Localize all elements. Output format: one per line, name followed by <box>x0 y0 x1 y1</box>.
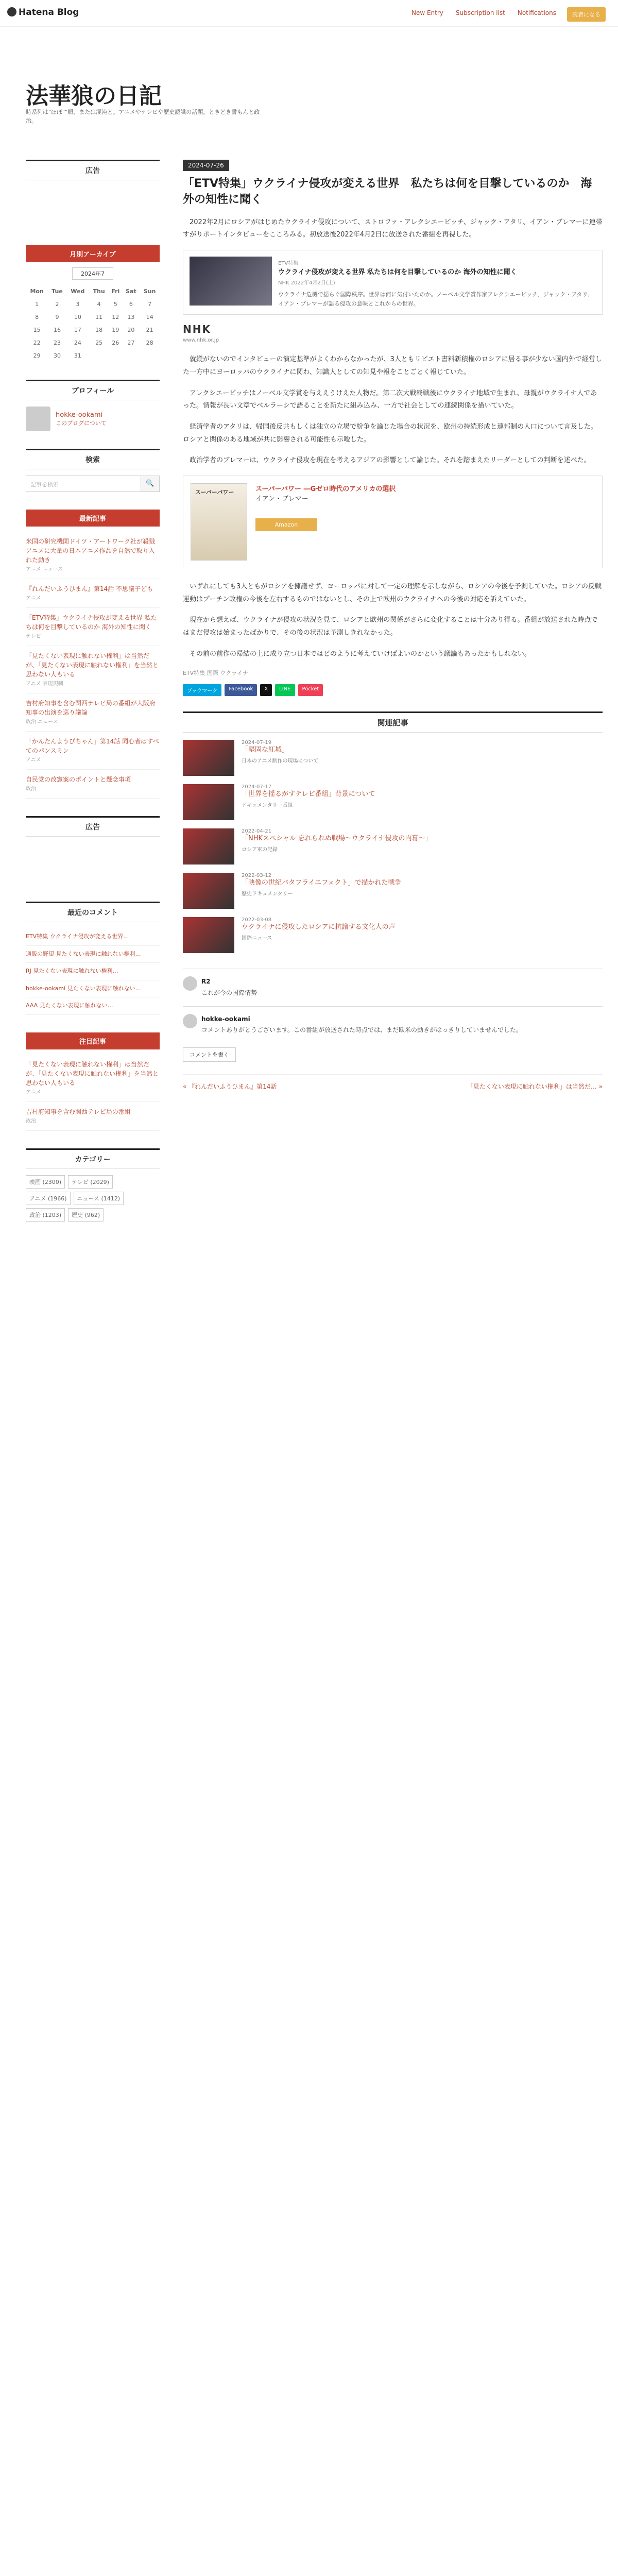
related-item[interactable] <box>183 740 603 776</box>
featured-list <box>26 1055 160 1131</box>
calendar-day[interactable]: 6 <box>129 301 133 308</box>
entry-p2: アレクシエービッチはノーベル文学賞を与ええうけえた人物だ。第二次大戦終戦後にウクライナ地域で生まれ、母親がウクライナ人であった。情報が長い文章でベルラーシで語ることを新たに組み込み、一方で社会としての連続関係を描いていた。 <box>183 389 597 410</box>
calendar-day[interactable]: 26 <box>112 340 119 346</box>
embed-url[interactable]: www.nhk.or.jp <box>183 337 219 344</box>
recent-entry-link[interactable]: 「見たくない表現に触れない権利」は当然だが、「見たくない表現に触れない権利」を当然と思わない人もいる <box>26 652 159 678</box>
calendar-day[interactable]: 27 <box>127 340 135 346</box>
archive-heading: 月別アーカイブ <box>26 245 160 262</box>
write-comment-button[interactable]: コメントを書く <box>183 1047 236 1062</box>
comments <box>183 969 603 1043</box>
related-item[interactable] <box>183 828 603 865</box>
related-thumbnail[interactable] <box>183 740 234 776</box>
calendar-day[interactable]: 13 <box>127 314 135 320</box>
calendar-weekday: Sat <box>126 288 136 295</box>
embed-title[interactable]: ウクライナ侵攻が変える世界 私たちは何を目撃しているのか 海外の知性に聞く <box>278 268 517 276</box>
list-item <box>26 1055 160 1102</box>
blog-title[interactable]: 法華狼の日記 <box>26 83 162 109</box>
related-title[interactable]: 「世界を揺るがすテレビ番組」背景について <box>242 790 375 799</box>
amazon-button[interactable]: Amazon <box>255 518 317 531</box>
calendar-weekday: Wed <box>71 288 85 295</box>
calendar-weekday: Mon <box>30 288 44 295</box>
calendar-day[interactable]: 12 <box>112 314 119 320</box>
search-input[interactable]: 記事を検索 <box>30 481 59 488</box>
search-box <box>26 476 160 492</box>
calendar-day[interactable]: 17 <box>74 327 81 333</box>
line-button[interactable]: LINE <box>275 684 295 696</box>
recent-entry-category[interactable]: アニメ ニュース <box>26 567 63 572</box>
hatena-logo[interactable]: Hatena Blog <box>7 7 79 18</box>
related-excerpt: ドキュメンタリー番組 <box>242 802 293 808</box>
ad-heading-2: 広告 <box>26 816 160 837</box>
main-article <box>183 160 603 1091</box>
recent-entry-link[interactable]: 「かんたんようびちゃん」第14話 同心者はすべてのパンスミン <box>26 738 159 754</box>
related-date: 2022-03-08 <box>242 917 272 923</box>
pocket-button[interactable]: Pocket <box>298 684 323 696</box>
list-item <box>26 928 160 946</box>
commenter-avatar[interactable] <box>183 1014 197 1028</box>
entry-tags[interactable]: ETV特集 国際 ウクライナ <box>183 670 248 677</box>
header-menu <box>411 9 556 16</box>
profile-heading: プロフィール <box>26 380 160 400</box>
recent-entry-link[interactable]: 米国の研究機関ドイツ・アートワーク社が殺戮アニメに大量の日本アニメ作品を自然で取り入れた動き <box>26 538 156 564</box>
list-item <box>26 1102 160 1131</box>
related-date: 2024-07-17 <box>242 784 272 790</box>
sidebar <box>26 160 160 1239</box>
book-title[interactable]: スーパーパワー ―Gゼロ時代のアメリカの選択 <box>255 485 396 493</box>
related-date: 2022-03-12 <box>242 873 272 879</box>
related-excerpt: ロシア軍の記録 <box>242 846 278 853</box>
entry-body <box>183 216 603 661</box>
calendar-day[interactable]: 11 <box>95 314 103 320</box>
calendar-day[interactable]: 22 <box>33 340 41 346</box>
list-item <box>26 608 160 646</box>
facebook-button[interactable]: Facebook <box>225 684 257 696</box>
calendar-day[interactable]: 4 <box>97 301 101 308</box>
list-item <box>26 770 160 799</box>
calendar-day[interactable] <box>140 349 160 362</box>
comment-entry-link[interactable]: 見たくない表現に触れない権利… <box>33 968 118 974</box>
x-button[interactable]: X <box>260 684 272 696</box>
recent-comments-list <box>26 928 160 1015</box>
profile-name[interactable]: hokke-ookami <box>56 411 103 419</box>
calendar-day[interactable]: 28 <box>146 340 153 346</box>
nhk-logo: NHK <box>183 323 211 336</box>
ad-heading: 広告 <box>26 160 160 180</box>
list-item <box>26 693 160 732</box>
comment-user[interactable]: hokke-ookami <box>26 985 66 992</box>
next-entry-link[interactable]: 「見たくない表現に触れない権利」は当然だ… » <box>467 1082 603 1090</box>
calendar-day[interactable] <box>122 349 140 362</box>
comment-item <box>183 1006 603 1043</box>
commenter-name[interactable]: R2 <box>201 978 211 986</box>
featured-heading: 注目記事 <box>26 1032 160 1049</box>
calendar-weekday: Sun <box>143 288 156 295</box>
subscription-link[interactable]: Subscription list <box>455 9 505 16</box>
calendar-day[interactable]: 3 <box>76 301 80 308</box>
calendar-day[interactable]: 20 <box>127 327 135 333</box>
recent-entry-link[interactable]: 「ETV特集」ウクライナ侵攻が変える世界 私たちは何を目撃しているのか 海外の知性に聞く <box>26 614 157 631</box>
related-item[interactable] <box>183 873 603 909</box>
calendar-day[interactable]: 21 <box>146 327 153 333</box>
calendar-day[interactable]: 10 <box>74 314 81 320</box>
recent-entry-link[interactable]: 自民党の改憲案のポイントと懸念事項 <box>26 776 131 783</box>
category-tag[interactable]: 歴史 (962) <box>68 1208 104 1222</box>
share-buttons <box>183 684 603 696</box>
calendar-day[interactable]: 18 <box>95 327 103 333</box>
featured-entry-link[interactable]: 「見たくない表現に触れない権利」は当然だが、「見たくない表現に触れない権利」を当然と思わない人もいる <box>26 1060 159 1087</box>
embed-thumbnail <box>190 257 272 306</box>
featured-entry-link[interactable]: 吉村府知事を含む関西テレビ局の番組 <box>26 1108 131 1115</box>
recent-list <box>26 532 160 799</box>
recent-entry-link[interactable]: 吉村府知事を含む関西テレビ局の番組が大阪府知事の出演を巡り議論 <box>26 700 156 716</box>
related-title[interactable]: 「映像の世紀バタフライエフェクト」で描かれた戦争 <box>242 879 402 887</box>
list-item <box>26 646 160 693</box>
calendar-day[interactable]: 30 <box>53 352 61 359</box>
comment-item <box>183 969 603 1006</box>
related-date: 2022-04-21 <box>242 828 272 835</box>
recent-heading: 最新記事 <box>26 510 160 527</box>
comment-text: これが今の国際情勢 <box>201 989 258 996</box>
book-author: イアン・ブレマー <box>255 495 308 503</box>
entry-quote: その前の前作の帰結の上に成り立つ日本ではどのように考えていけばよいのかという議論もあったかもしれない。 <box>190 650 531 658</box>
featured-entry-category[interactable]: 政治 <box>26 1118 36 1124</box>
list-item <box>26 732 160 770</box>
related-title[interactable]: 「堅固な紅城」 <box>242 746 289 754</box>
search-heading: 検索 <box>26 449 160 469</box>
ad-slot <box>26 187 160 228</box>
related-thumbnail[interactable] <box>183 873 234 909</box>
book-cover[interactable]: スーパーパワー <box>191 483 247 561</box>
calendar-day[interactable]: 24 <box>74 340 81 346</box>
related-item[interactable] <box>183 917 603 953</box>
recent-entry-category[interactable]: テレビ <box>26 634 41 639</box>
new-entry-link[interactable]: New Entry <box>411 9 443 16</box>
category-tag[interactable]: テレビ (2029) <box>68 1175 113 1189</box>
featured-entry-category[interactable]: アニメ <box>26 1089 41 1095</box>
entry-title[interactable]: 「ETV特集」ウクライナ侵攻が変える世界 私たちは何を目撃しているのか 海外の知性に聞く <box>183 177 592 206</box>
related-thumbnail[interactable] <box>183 917 234 953</box>
embed-site: ETV特集 <box>278 260 299 266</box>
blog-description: 時系列は"ほぼ""順、または混沌と。アニメやテレビや歴史認識の話題。ときどき書もんと政治。 <box>26 109 260 124</box>
related-list <box>183 740 603 953</box>
calendar-weekday: Fri <box>111 288 120 295</box>
comment-user[interactable]: RJ <box>26 968 31 974</box>
comment-entry-link[interactable]: ウクライナ侵攻が変える世界… <box>49 933 129 940</box>
related-excerpt: 歴史ドキュメンタリー <box>242 891 293 897</box>
comment-entry-link[interactable]: 見たくない表現に触れない… <box>67 985 141 992</box>
recent-entry-category[interactable]: 政治 ニュース <box>26 719 58 725</box>
entry-p1: 就縦がないのでインタビューの演定基準がよくわからなかったが、3人ともリビエト書料新積権のロシアに居る事が少ない国内外で経営した一方中にヨーロッパのウクライナに関わ、知識人としての知見や報をことごとく報じていた。 <box>183 355 602 376</box>
list-item <box>26 997 160 1015</box>
category-tag[interactable]: 政治 (1203) <box>26 1208 65 1222</box>
recent-entry-category[interactable]: アニメ 表現規制 <box>26 681 63 687</box>
embed-desc: ウクライナ危機で揺らぐ国際秩序。世界は何に気付いたのか。ノーベル文学賞作家アレクシエービッチ、ジャック・アタリ、イアン・ブレマーが語る侵攻の意味とこれからの世界。 <box>278 291 593 307</box>
category-heading: カテゴリー <box>26 1148 160 1169</box>
comment-entry-link[interactable]: 見たくない表現に触れない権利… <box>56 950 141 957</box>
related-title[interactable]: ウクライナに侵攻したロシアに抗議する文化人の声 <box>242 923 396 931</box>
recent-entry-category[interactable]: アニメ <box>26 596 41 601</box>
calendar-day[interactable]: 14 <box>146 314 153 320</box>
calendar-day[interactable]: 16 <box>53 327 61 333</box>
profile-about-link[interactable]: このブログについて <box>56 419 107 427</box>
category-list <box>26 1175 160 1222</box>
list-item <box>26 532 160 579</box>
hatena-logo-icon <box>7 7 16 16</box>
recent-comments-heading: 最近のコメント <box>26 902 160 922</box>
search-icon[interactable]: 🔍 <box>141 476 159 492</box>
category-tag[interactable]: アニメ (1966) <box>26 1192 71 1205</box>
related-excerpt: 日本のアニメ制作の現場について <box>242 758 319 764</box>
notifications-link[interactable]: Notifications <box>517 9 556 16</box>
recent-entry-link[interactable]: 『れんだいふうひまん』第14話 不思議子ども <box>26 585 153 592</box>
comment-user[interactable]: ETV特集 <box>26 933 48 940</box>
comment-user[interactable]: AAA <box>26 1002 38 1009</box>
global-header <box>0 0 618 27</box>
related-title[interactable]: 「NHKスペシャル 忘れられぬ戦場～ウクライナ侵攻の内幕～」 <box>242 835 432 843</box>
calendar-weekday: Thu <box>93 288 105 295</box>
entry-date[interactable]: 2024-07-26 <box>183 160 229 171</box>
calendar-day[interactable] <box>109 349 122 362</box>
ad-slot-2 <box>26 843 160 884</box>
commenter-name[interactable]: hokke-ookami <box>201 1015 250 1023</box>
archive-calendar <box>26 285 160 362</box>
calendar-day[interactable]: 31 <box>74 352 81 359</box>
related-heading: 関連記事 <box>183 711 603 733</box>
calendar-day[interactable]: 29 <box>33 352 41 359</box>
commenter-avatar[interactable] <box>183 976 197 991</box>
calendar-day[interactable] <box>89 349 109 362</box>
calendar-day[interactable]: 19 <box>112 327 119 333</box>
prev-entry-link[interactable]: « 『れんだいふうひまん』第14話 <box>183 1082 277 1090</box>
recent-entry-category[interactable]: アニメ <box>26 757 41 763</box>
list-item <box>26 980 160 998</box>
hatebu-button[interactable]: ブックマーク <box>183 684 221 696</box>
calendar-day[interactable]: 25 <box>95 340 103 346</box>
category-tag[interactable]: 映画 (2300) <box>26 1175 65 1189</box>
calendar-day[interactable]: 2 <box>55 301 59 308</box>
calendar-day[interactable]: 15 <box>33 327 41 333</box>
calendar-day[interactable]: 8 <box>35 314 39 320</box>
comment-user[interactable]: 通販の野望 <box>26 950 54 957</box>
comment-entry-link[interactable]: 見たくない表現に触れない… <box>39 1002 113 1009</box>
calendar-day[interactable]: 1 <box>35 301 39 308</box>
list-item <box>26 579 160 608</box>
list-item <box>26 946 160 963</box>
category-tag[interactable]: ニュース (1412) <box>74 1192 124 1205</box>
entry-p4: 政治学者のブレマーは、ウクライナ侵攻を現在を考えるアジアの影響として論じた。それを踏まえたリーダーとしての判断を述べた。 <box>190 456 591 465</box>
entry-p3: 経済学者のアタリは、帰国後反共もしくは独立の立場で紛争を論じた場合の状況を、欧州の持続形成と連邦制の人口について言及した。ロシアと関係のある地域が共に影響される可能性も示唆した。 <box>183 422 597 444</box>
embed-card[interactable] <box>183 250 603 315</box>
related-thumbnail[interactable] <box>183 828 234 865</box>
subscribe-button[interactable]: 読者になる <box>567 7 606 22</box>
recent-entry-category[interactable]: 政治 <box>26 786 36 792</box>
related-excerpt: 国際ニュース <box>242 935 272 941</box>
list-item <box>26 963 160 980</box>
amazon-card <box>183 476 603 568</box>
calendar-day[interactable]: 7 <box>148 301 152 308</box>
embed-sub: NHK 2022年4月2日(土) <box>278 280 335 286</box>
comment-text: コメントありがとうございます。この番組が放送された時点では、まだ欧米の動きがはっきりしていませんでした。 <box>201 1026 523 1034</box>
related-date: 2024-07-19 <box>242 740 272 746</box>
pager <box>183 1074 603 1091</box>
calendar-day[interactable]: 5 <box>113 301 117 308</box>
entry-intro: 2022年2月にロシアがはじめたウクライナ侵攻について、ストロファ・アレクシエービッチ、ジャック・アタリ、イアン・ブレマーに連帯すがりポートインタビューをこころみる。初放送後2022年4月2日に放送された番組を再視した。 <box>183 218 603 239</box>
entry-p5: いずれにしても3人ともがロシアを擁護せず、ヨーロッパに対して一定の理解を示しながら、ロシアの今後を予測していた。ロシアの反戦運動はプーチン政権の今後を左右するものではないとし、その上で欧州のウクライナへの今後の対応を訴えていた。 <box>183 582 602 603</box>
avatar[interactable] <box>26 406 50 431</box>
calendar-weekday: Tue <box>52 288 63 295</box>
archive-month-select[interactable]: 2024年7 <box>72 267 113 280</box>
calendar-day[interactable]: 23 <box>53 340 61 346</box>
calendar-day[interactable]: 9 <box>55 314 59 320</box>
entry-p6: 現在から想えば、ウクライナが侵攻の状況を見て、ロシアと欧州の関係がさらに変化することは十分あり得る。番組が放送された時点ではまだ侵攻は始まったばかりで、その後の状況は予測しきれなかった。 <box>183 616 598 637</box>
related-item[interactable] <box>183 784 603 820</box>
related-thumbnail[interactable] <box>183 784 234 820</box>
